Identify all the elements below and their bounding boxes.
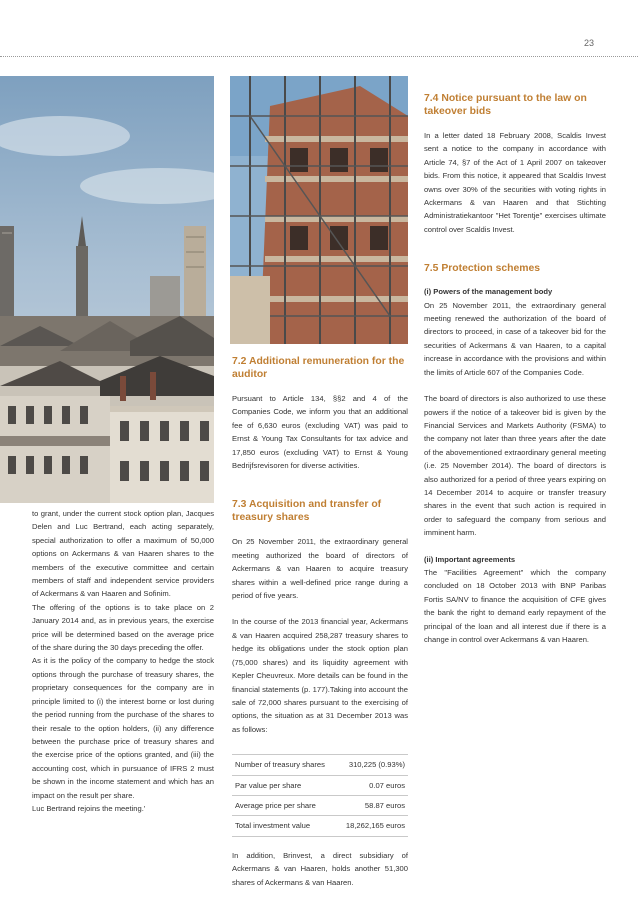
page-number: 23 xyxy=(583,38,594,48)
table-row xyxy=(232,755,408,775)
scaffolding-building-photo xyxy=(230,76,408,344)
table-cell-label: Average price per share xyxy=(232,795,337,815)
table-row xyxy=(232,816,408,836)
table-cell-label: Par value per share xyxy=(232,775,337,795)
section-7-5-para2: The board of directors is also authorized to use these powers if the notice of a takeover bid is given by the Financial Services and Markets Authority (FSMA) to the company not later than three years after the date of the abovementioned extraordinary general meeting (i.e. 25 November 2014). The board of directors is also authorized for a period of three years expiring on 14 December 2014 to acquire or transfer treasury shares in the event that such action is required in order to safeguard the company from serious and imminent harm. xyxy=(424,394,606,538)
table-cell-label: Total investment value xyxy=(232,816,337,836)
section-7-5-para1: On 25 November 2011, the extraordinary general meeting renewed the authorization of the board of directors to proceed, in case of a takeover bid for the securities of Ackermans & van Haaren, to a capital increase in accordance with the provisions and within the limits of Article 607 of the Companies Code. xyxy=(424,300,606,377)
section-7-5-para3: The "Facilities Agreement" which the company concluded on 18 October 2013 with BNP Paribas Fortis SA/NV to finance the acquisition of CFE gives the bank the right to demand early repayment of the principal of the loan and all interest due if there is a change in control over Ackermans & van Haaren. xyxy=(424,567,606,644)
section-7-3-para1: On 25 November 2011, the extraordinary general meeting authorized the board of directors of Ackermans & van Haaren to acquire treasury shares within a well-defined price range during a period of five years. xyxy=(232,537,408,601)
table-row xyxy=(232,775,408,795)
section-7-5-subheading-2: (ii) Important agreements xyxy=(424,554,516,564)
table-cell-value: 58.87 euros xyxy=(337,795,408,815)
middle-text-column xyxy=(232,355,408,889)
section-7-2-body: Pursuant to Article 134, §§2 and 4 of the Companies Code, we inform you that an additional fee of 6,630 euros (excluding VAT) was paid to Ernst & Young Tax Consultants for tax advice and 17,850 euros (excluding VAT) to Ernst & Young Bedrijfsrevisoren for diverse activities. xyxy=(232,394,408,471)
left-paragraph-4: Luc Bertrand rejoins the meeting.' xyxy=(32,803,146,813)
section-7-3-para2: In the course of the 2013 financial year, Ackermans & van Haaren acquired 258,287 treasury shares to hedge its obligations under the stock option plan (75,000 shares) and its liquidity agreement with Kepler Cheuvreux. More details can be found in the financial statements (p. 177).Taking into account the sale of 72,000 shares pursuant to the exercising of options, the situation as at 31 December 2013 was as follows: xyxy=(232,617,408,734)
section-7-5-heading: 7.5 Protection schemes xyxy=(424,263,541,275)
left-paragraph-1: to grant, under the current stock option plan, Jacques Delen and Luc Bertrand, each acting separately, special authorization to offer a maximum of 50,000 options on Ackermans & van Haaren shares to the members of the executive committee and certain members of staff and independent service providers of Ackermans & van Haaren and Sofinim. xyxy=(32,509,214,599)
table-cell-value: 18,262,165 euros xyxy=(337,816,408,836)
left-text-column xyxy=(32,507,214,815)
section-7-2-heading: 7.2 Additional remuneration for the auditor xyxy=(232,356,405,380)
table-cell-value: 310,225 (0.93%) xyxy=(337,755,408,775)
treasury-shares-table xyxy=(232,754,408,837)
right-text-column xyxy=(424,92,606,646)
section-7-3-heading: 7.3 Acquisition and transfer of treasury shares xyxy=(232,499,382,524)
table-cell-value: 0.07 euros xyxy=(337,775,408,795)
left-paragraph-3: As it is the policy of the company to hedge the stock options through the purchase of treasury shares, the proprietary consequences for the company are in principle limited to (i) the interest borne or lost during the period running from the purchase of the shares to their resale to the option holders, (ii) any difference between the purchase price of treasury shares and the exercise price of the options granted, and (iii) the accounting cost, which in pursuance of IFRS 2 must be shown in the income statement and which has an impact on the result per share. xyxy=(32,656,214,800)
section-7-4-body: In a letter dated 18 February 2008, Scaldis Invest sent a notice to the company in accordance with Article 74, §7 of the Act of 1 April 2007 on takeover bids. From this notice, it appeared that Scaldis Invest owns over 30% of the securities with voting rights in Ackermans & van Haaren and that Stichting Administratiekantoor "Het Torentje" exercises ultimate control over Scaldis Invest. xyxy=(424,131,606,234)
section-7-4-heading: 7.4 Notice pursuant to the law on takeover bids xyxy=(424,93,587,117)
table-row xyxy=(232,795,408,815)
top-dotted-rule xyxy=(0,56,638,57)
section-7-3-para3: In addition, Brinvest, a direct subsidiary of Ackermans & van Haaren, holds another 51,300 shares of Ackermans & van Haaren. xyxy=(232,850,408,887)
section-7-5-subheading-1: (i) Powers of the management body xyxy=(424,287,553,297)
left-paragraph-2: The offering of the options is to take place on 2 January 2014 and, as in previous years, the exercise price will be determined based on the average price of the share during the 30 days preceding the offer. xyxy=(32,602,214,653)
city-skyline-photo xyxy=(0,76,214,503)
table-cell-label: Number of treasury shares xyxy=(232,755,337,775)
